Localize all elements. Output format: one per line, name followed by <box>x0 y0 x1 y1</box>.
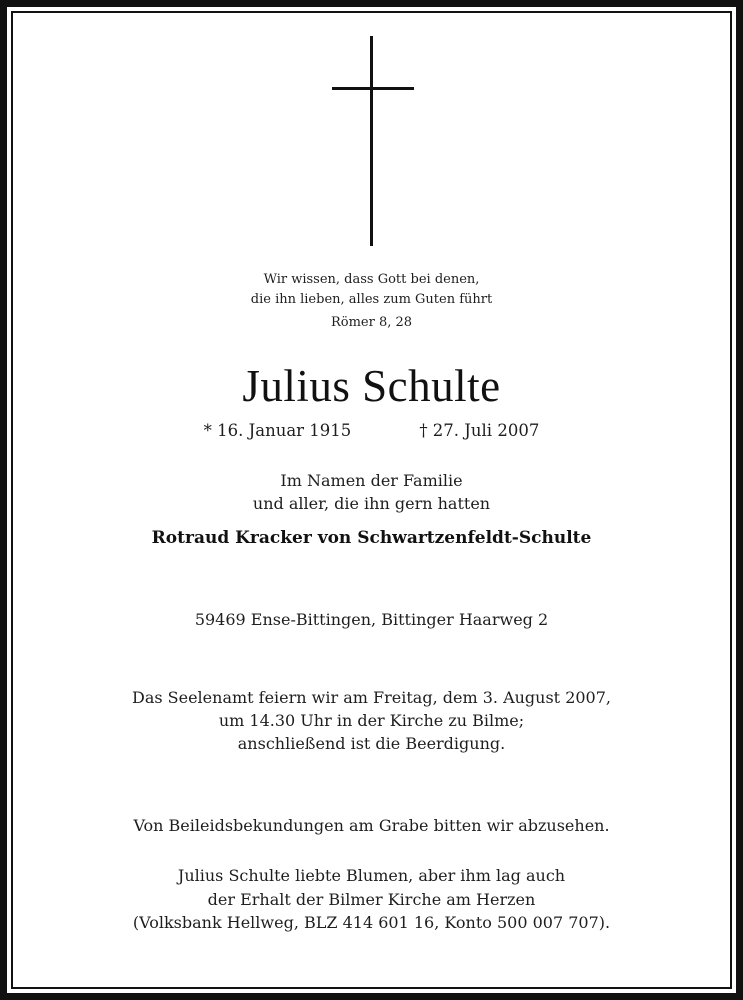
donation-line-3: (Volksbank Hellweg, BLZ 414 601 16, Konto 500 007 707). <box>132 913 611 932</box>
life-dates <box>0 421 743 440</box>
family-line-2: und aller, die ihn gern hatten <box>252 494 491 513</box>
condolence-note: Von Beileidsbekundungen am Grabe bitten wir abzusehen. <box>133 816 610 835</box>
donation-line-1: Julius Schulte liebte Blumen, aber ihm lag auch <box>177 866 566 885</box>
cross-horizontal-bar <box>332 87 414 90</box>
cross-vertical-bar <box>370 36 373 246</box>
donation-line-2: der Erhalt der Bilmer Kirche am Herzen <box>207 890 536 909</box>
service-line-1: Das Seelenamt feiern wir am Freitag, dem 3. August 2007, <box>131 688 611 707</box>
address: 59469 Ense-Bittingen, Bittinger Haarweg 2 <box>194 610 549 629</box>
signatory-name: Rotraud Kracker von Schwartzenfeldt-Schulte <box>151 528 592 548</box>
service-line-2: um 14.30 Uhr in der Kirche zu Bilme; <box>218 711 525 730</box>
verse-line-1: Wir wissen, dass Gott bei denen, <box>263 272 480 287</box>
birth-date: * 16. Januar 1915 <box>203 421 352 440</box>
death-date: † 27. Juli 2007 <box>419 421 540 440</box>
service-line-3: anschließend ist die Beerdigung. <box>237 734 506 753</box>
deceased-name: Julius Schulte <box>242 361 501 411</box>
family-line-1: Im Namen der Familie <box>280 471 463 490</box>
verse-reference: Römer 8, 28 <box>330 315 413 330</box>
verse-line-2: die ihn lieben, alles zum Guten führt <box>250 292 493 307</box>
